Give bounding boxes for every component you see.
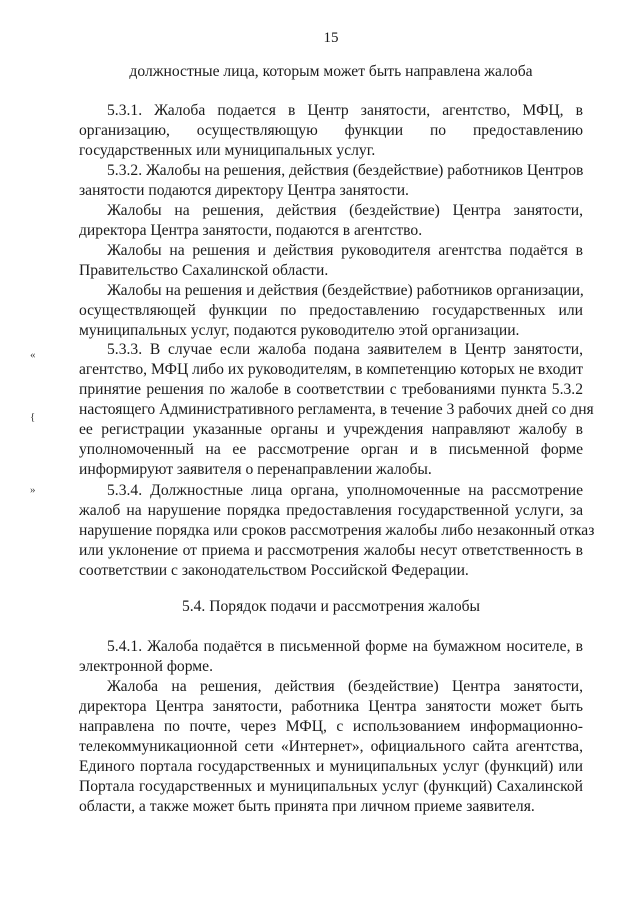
paragraph-line: занятости подаются директору Центра занятости. bbox=[79, 182, 409, 199]
paragraph-5-3-1 bbox=[79, 101, 583, 161]
paragraph-5-3-3 bbox=[79, 340, 594, 480]
paragraph-line: настоящего Административного регламента, в течение 3 рабочих дней со дня bbox=[79, 401, 594, 418]
paragraph-line: государственных или муниципальных услуг. bbox=[79, 142, 376, 159]
paragraph-line: 5.3.3. В случае если жалоба подана заявителем в Центр занятости, bbox=[107, 341, 583, 358]
paragraph-line: Единого портала государственных и муниципальных услуг (функций) или bbox=[79, 758, 583, 775]
paragraph-line: Жалобы на решения, действия (бездействие) Центра занятости, bbox=[107, 202, 583, 219]
paragraph-line: муниципальных услуг, подаются руководителю этой организации. bbox=[79, 322, 520, 339]
paragraph-line: директора Центра занятости, работника Центра занятости может быть bbox=[79, 698, 583, 715]
paragraph-line: Жалобы на решения и действия руководителя агентства подаётся в bbox=[107, 242, 583, 259]
paragraph-organization-complaints bbox=[79, 281, 583, 341]
paragraph-line: агентство, МФЦ либо их руководителям, в компетенцию которых не входит bbox=[79, 361, 584, 378]
paragraph-line: или уклонение от приема и рассмотрения жалобы несут ответственность в bbox=[79, 542, 583, 559]
paragraph-line: Жалобы на решения и действия (бездействие) работников организации, bbox=[107, 282, 584, 299]
paragraph-center-complaints bbox=[79, 201, 583, 241]
paragraph-5-3-2 bbox=[79, 161, 583, 201]
paragraph-line: направлена по почте, через МФЦ, с использованием информационно- bbox=[79, 718, 583, 735]
paragraph-line: осуществляющей функции по предоставлению государственных или bbox=[79, 302, 583, 319]
paragraph-line: 5.3.1. Жалоба подается в Центр занятости, агентство, МФЦ, в bbox=[107, 102, 583, 119]
paragraph-line: информируют заявителя о перенаправлении жалобы. bbox=[79, 461, 432, 478]
paragraph-line: принятие решения по жалобе в соответствии с требованиями пункта 5.3.2 bbox=[79, 381, 583, 398]
paragraph-line: организацию, осуществляющую функции по предоставлению bbox=[79, 122, 583, 139]
paragraph-line: уполномоченный на ее рассмотрение орган и в письменной форме bbox=[79, 441, 583, 458]
paragraph-5-4-1 bbox=[79, 637, 583, 677]
paragraph-line: Правительство Сахалинской области. bbox=[79, 262, 329, 279]
paragraph-line: соответствии с законодательством Российской Федерации. bbox=[79, 562, 469, 579]
paragraph-line: директора Центра занятости, подаются в агентство. bbox=[79, 222, 423, 239]
page-number: 15 bbox=[323, 30, 339, 46]
paragraph-agency-head-complaints bbox=[79, 241, 583, 281]
paragraph-line: 5.3.4. Должностные лица органа, уполномоченные на рассмотрение bbox=[107, 482, 583, 499]
paragraph-line: электронной форме. bbox=[79, 658, 213, 675]
paragraph-line: Портала государственных и муниципальных услуг (функций) Сахалинской bbox=[79, 778, 583, 795]
margin-mark: { bbox=[30, 411, 36, 423]
margin-mark: » bbox=[30, 484, 36, 496]
subtitle: должностные лица, которым может быть направлена жалоба bbox=[129, 63, 533, 80]
paragraph-line: телекоммуникационной сети «Интернет», официального сайта агентства, bbox=[79, 738, 583, 755]
paragraph-5-3-4 bbox=[79, 481, 595, 581]
paragraph-submission-channels bbox=[79, 677, 583, 817]
section-heading: 5.4. Порядок подачи и рассмотрения жалобы bbox=[181, 598, 481, 615]
paragraph-line: 5.3.2. Жалобы на решения, действия (бездействие) работников Центров bbox=[107, 162, 584, 179]
paragraph-line: нарушение порядка или сроков рассмотрения жалобы либо незаконный отказ bbox=[79, 522, 595, 539]
margin-mark: « bbox=[30, 349, 36, 361]
paragraph-line: жалоб на нарушение порядка предоставления государственной услуги, за bbox=[79, 502, 583, 519]
paragraph-line: Жалоба на решения, действия (бездействие) Центра занятости, bbox=[107, 678, 583, 695]
paragraph-line: ее регистрации указанные органы и учреждения направляют жалобу в bbox=[79, 421, 583, 438]
paragraph-line: 5.4.1. Жалоба подаётся в письменной форме на бумажном носителе, в bbox=[107, 638, 583, 655]
paragraph-line: области, а также может быть принята при личном приеме заявителя. bbox=[79, 798, 535, 815]
